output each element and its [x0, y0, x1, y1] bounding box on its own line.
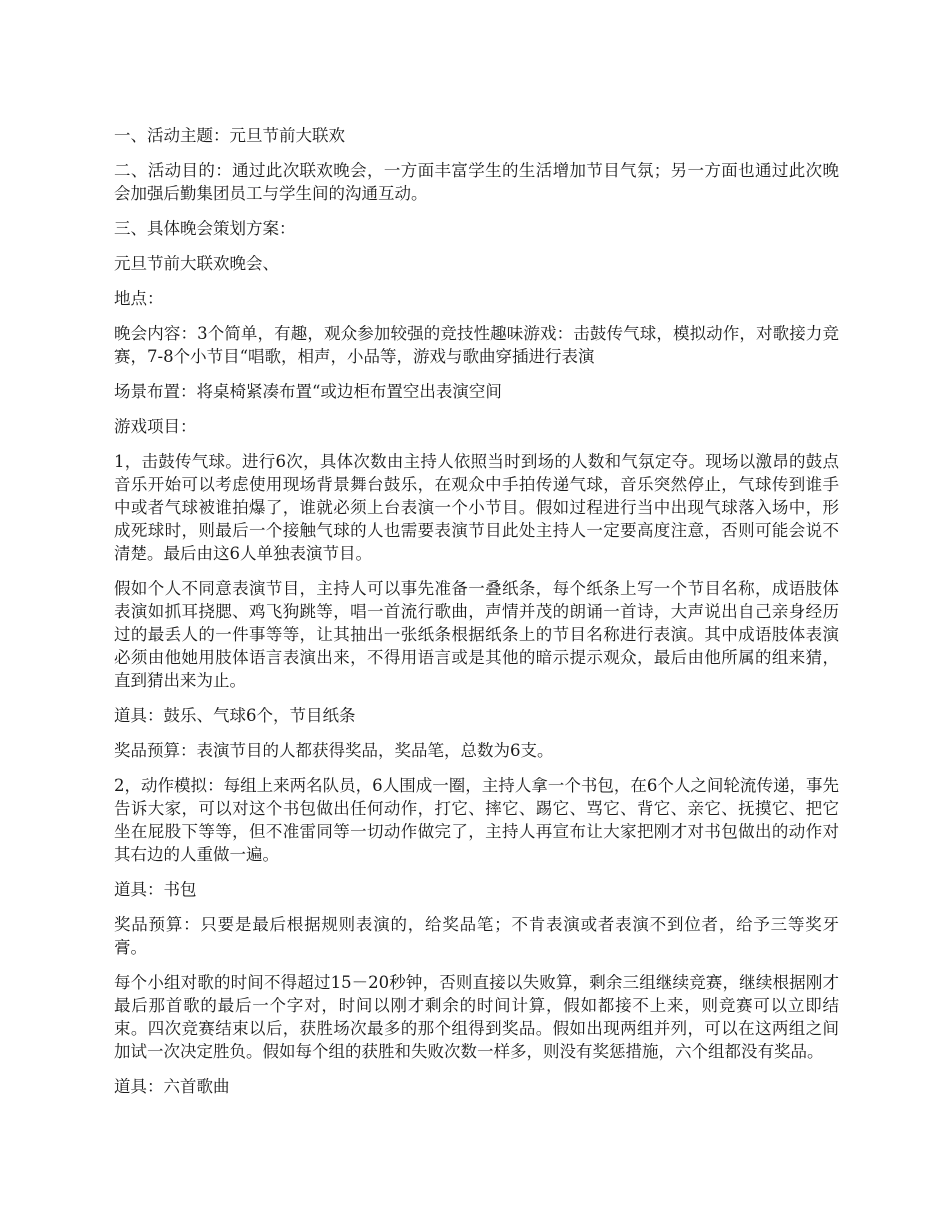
paragraph-game-1: 1，击鼓传气球。进行6次，具体次数由主持人依照当时到场的人数和气氛定夺。现场以激昂的鼓点音乐开始可以考虑使用现场背景舞台鼓乐，在观众中手拍传递气球，音乐突然停止，气球传到谁手中或者气球被谁拍爆了，谁就必须上台表演一个小节目。假如过程进行当中出现气球落入场中，形成死球时，则最后一个接触气球的人也需要表演节目此处主持人一定要高度注意，否则可能会说不清楚。最后由这6人单独表演节目。	[114, 452, 839, 563]
paragraph-song-relay-rules: 每个小组对歌的时间不得超过15－20秒钟，否则直接以失败算，剩余三组继续竞赛，继续根据刚才最后那首歌的最后一个字对，时间以刚才剩余的时间计算，假如都接不上来，则竞赛可以立即结束。四次竞赛结束以后，获胜场次最多的那个组得到奖品。假如出现两组并列，可以在这两组之间加试一次决定胜负。假如每个组的获胜和失败次数一样多，则没有奖惩措施，六个组都没有奖品。	[114, 973, 839, 1061]
paragraph-plan-heading: 三、具体晚会策划方案：	[114, 219, 296, 238]
paragraph-game-2-budget: 奖品预算：只要是最后根据规则表演的，给奖品笔；不肯表演或者表演不到位者，给予三等奖牙膏。	[114, 915, 839, 957]
paragraph-game-2-props: 道具：书包	[114, 880, 197, 899]
paragraph-game-1-budget: 奖品预算：表演节目的人都获得奖品，奖品笔，总数为6支。	[114, 741, 554, 760]
paragraph-purpose: 二、活动目的：通过此次联欢晚会，一方面丰富学生的生活增加节目气氛；另一方面也通过此次晚会加强后勤集团员工与学生间的沟通互动。	[114, 161, 839, 203]
paragraph-content: 晚会内容：3个简单，有趣，观众参加较强的竞技性趣味游戏：击鼓传气球，模拟动作，对歌接力竞赛，7-8个小节目“唱歌，相声，小品等，游戏与歌曲穿插进行表演	[114, 324, 839, 366]
paragraph-game-2: 2，动作模拟：每组上来两名队员，6人围成一圈，主持人拿一个书包，在6个人之间轮流传递，事先告诉大家，可以对这个书包做出任何动作，打它、摔它、踢它、骂它、背它、亲它、抚摸它、把它坐在屁股下等等，但不准雷同等一切动作做完了，主持人再宣布让大家把刚才对书包做出的动作对其右边的人重做一遍。	[114, 776, 839, 864]
paragraph-theme: 一、活动主题：元旦节前大联欢	[114, 126, 345, 145]
paragraph-games-heading: 游戏项目：	[114, 417, 197, 436]
document-body	[114, 124, 839, 1110]
paragraph-location: 地点：	[114, 289, 164, 308]
paragraph-event-name: 元旦节前大联欢晚会、	[114, 254, 279, 273]
paragraph-scene: 场景布置：将桌椅紧凑布置“或边柜布置空出表演空间	[114, 382, 502, 401]
paragraph-game-1-props: 道具：鼓乐、气球6个，节目纸条	[114, 706, 356, 725]
paragraph-song-relay-props: 道具：六首歌曲	[114, 1077, 230, 1096]
paragraph-game-1-alternative: 假如个人不同意表演节目，主持人可以事先准备一叠纸条，每个纸条上写一个节目名称，成语肢体表演如抓耳挠腮、鸡飞狗跳等，唱一首流行歌曲，声情并茂的朗诵一首诗，大声说出自己亲身经历过的最丢人的一件事等等，让其抽出一张纸条根据纸条上的节目名称进行表演。其中成语肢体表演必须由他她用肢体语言表演出来，不得用语言或是其他的暗示提示观众，最后由他所属的组来猜，直到猜出来为止。	[114, 579, 839, 690]
